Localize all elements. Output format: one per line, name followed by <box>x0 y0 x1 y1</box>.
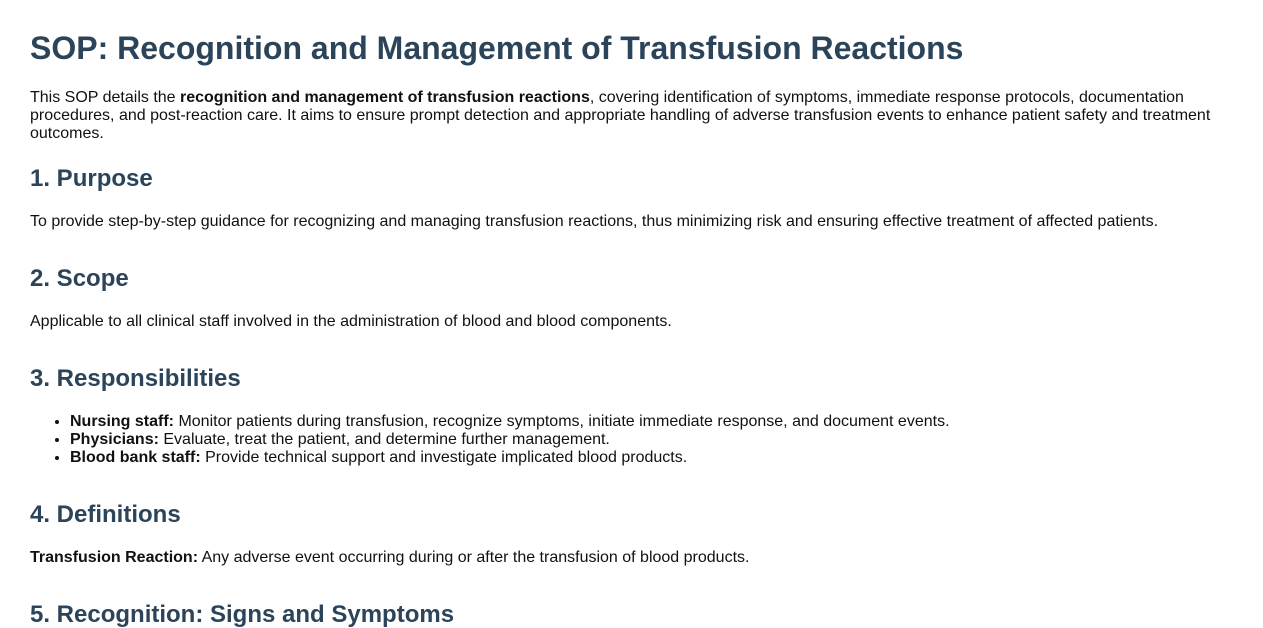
definition-term: Transfusion Reaction: <box>30 549 199 566</box>
responsibilities-list <box>30 413 1233 467</box>
intro-text-start: This SOP details the <box>30 89 180 106</box>
intro-text-end: , covering identification of symptoms, immediate response protocols, documentation procedures, and post-reaction care. It aims to ensure prompt detection and appropriate handling of adverse transfusion events to enhance patient safety and treatment outcomes. <box>30 89 1211 142</box>
intro-paragraph <box>30 89 1233 143</box>
role-description: Provide technical support and investigate implicated blood products. <box>200 449 688 466</box>
definition-entry <box>30 549 1233 567</box>
intro-bold-text: recognition and management of transfusion reactions <box>180 89 590 106</box>
section-heading-scope: 2. Scope <box>30 265 129 292</box>
definition-description: Any adverse event occurring during or after the transfusion of blood products. <box>198 549 750 566</box>
section-heading-definitions: 4. Definitions <box>30 501 181 528</box>
list-item <box>70 431 1233 449</box>
list-item <box>70 449 1233 467</box>
purpose-text: To provide step-by-step guidance for recognizing and managing transfusion reactions, thus minimizing risk and ensuring effective treatment of affected patients. <box>30 213 1159 230</box>
scope-text: Applicable to all clinical staff involved in the administration of blood and blood components. <box>30 313 672 330</box>
role-label: Physicians: <box>70 431 159 448</box>
section-heading-purpose: 1. Purpose <box>30 165 153 192</box>
list-item <box>70 413 1233 431</box>
role-description: Monitor patients during transfusion, recognize symptoms, initiate immediate response, and document events. <box>174 413 950 430</box>
role-label: Blood bank staff: <box>70 449 201 466</box>
section-heading-recognition: 5. Recognition: Signs and Symptoms <box>30 601 455 628</box>
role-label: Nursing staff: <box>70 413 174 430</box>
role-description: Evaluate, treat the patient, and determine further management. <box>158 431 610 448</box>
page-title: SOP: Recognition and Management of Transfusion Reactions <box>30 30 964 66</box>
section-heading-responsibilities: 3. Responsibilities <box>30 365 241 392</box>
